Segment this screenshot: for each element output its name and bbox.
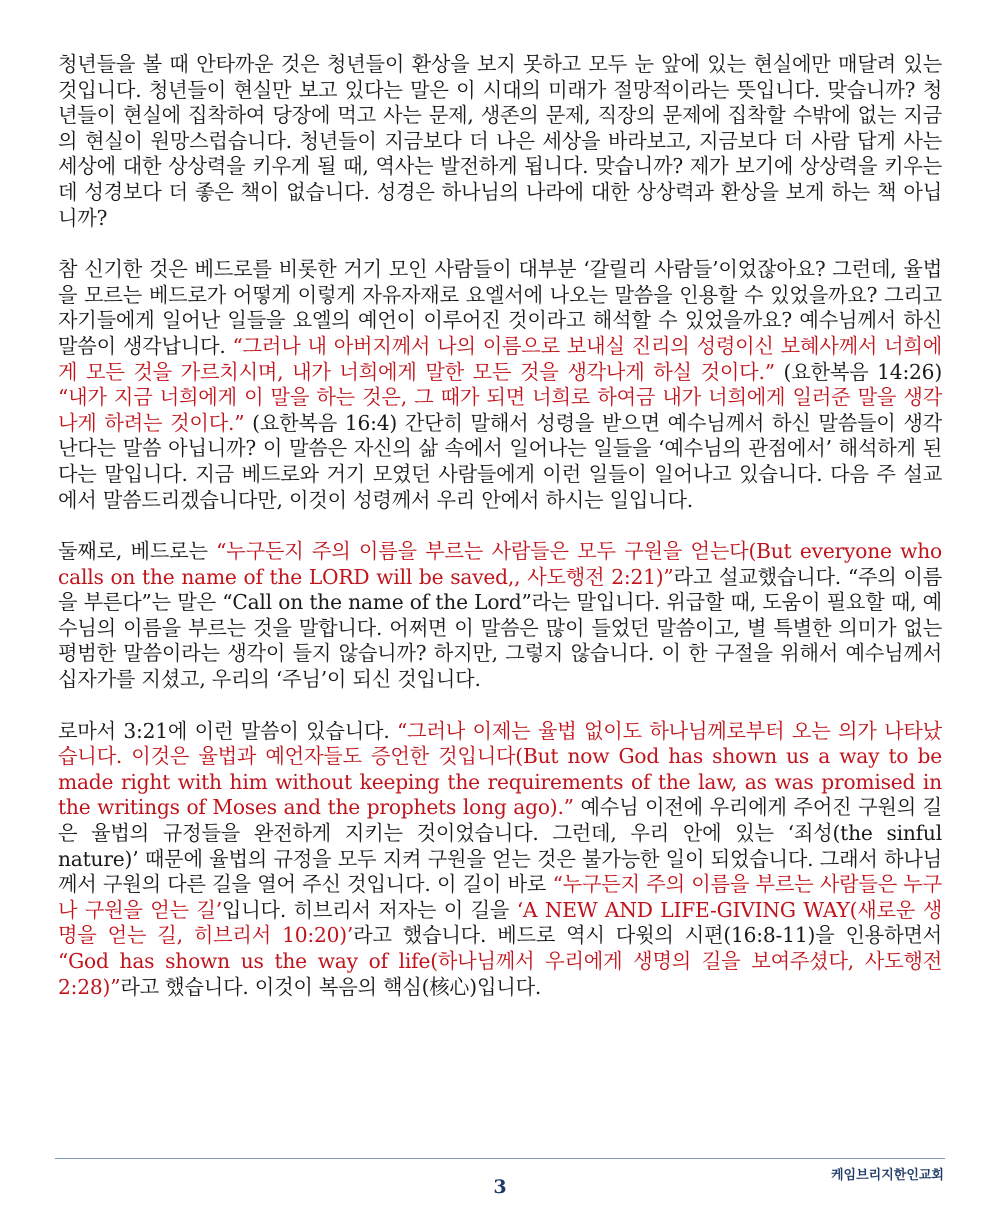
scripture-quote: “그러나 이제는 율법 없이도 하나님께로부터 오는 의가 나타났습니다. 이것은 율법과 예언자들도 증언한 것입니다(But now God has shown us a way to be made right with him without keeping the requirements of the law, as was promised in the writings of Moses and the prophets long ago).”: [58, 718, 942, 820]
paragraph: [58, 52, 942, 231]
scripture-quote: “그러나 내 아버지께서 나의 이름으로 보내실 진리의 성령이신 보혜사께서 너희에게 모든 것을 가르치시며, 내가 너희에게 말한 모든 것을 생각나게 하실 것이다.”: [58, 333, 943, 384]
body-text-segment: 라고 했습니다. 이것이 복음의 핵심(核心)입니다.: [120, 974, 542, 999]
body-text-segment: 라고 했습니다. 베드로 역시 다윗의 시편(16:8-11)을 인용하면서: [353, 923, 942, 948]
body-text-segment: 로마서 3:21에 이런 말씀이 있습니다.: [58, 718, 398, 743]
scripture-quote: “누구든지 주의 이름을 부르는 사람들은 누구나 구원을 얻는 길’: [58, 872, 942, 922]
body-text-segment: (요한복음 16:4) 간단히 말해서 성령을 받으면 예수님께서 하신 말씀들이 생각난다는 말씀 아닙니까? 이 말씀은 자신의 삶 속에서 일어나는 일들을 ‘예수님의 관점에서’ 해석하게 된다는 말입니다. 지금 베드로와 거기 모였던 사람들에게 이런 일들이 일어나고 있습니다. 다음 주 설교에서 말씀드리겠습니다만, 이것이 성령께서 우리 안에서 하시는 일입니다.: [58, 410, 942, 512]
scripture-quote: “내가 지금 너희에게 이 말을 하는 것은, 그 때가 되면 너희로 하여금 내가 너희에게 일러준 말을 생각나게 하려는 것이다.”: [58, 385, 942, 435]
footer-divider: [55, 1158, 945, 1159]
scripture-quote: “누구든지 주의 이름을 부르는 사람들은 모두 구원을 얻는다(But everyone who calls on the name of the LORD will be saved,, 사도행전 2:21)”: [58, 539, 942, 589]
paragraph: [58, 539, 942, 693]
body-text-segment: 참 신기한 것은 베드로를 비롯한 거기 모인 사람들이 대부분 ‘갈릴리 사람들’이었잖아요? 그런데, 율법을 모르는 베드로가 어떻게 이렇게 자유자재로 요엘서에 나오는 말씀을 인용할 수 있었을까요? 그리고 자기들에게 일어난 일들을 요엘의 예언이 이루어진 것이라고 해석할 수 있었을까요? 예수님께서 하신 말씀이 생각납니다.: [58, 257, 942, 358]
scripture-quote: ‘A NEW AND LIFE-GIVING WAY(새로운 생명을 얻는 길, 히브리서 10:20)’: [58, 897, 942, 948]
body-text-segment: 라고 설교했습니다. “주의 이름을 부른다”는 말은 “Call on the name of the Lord”라는 말입니다. 위급할 때, 도움이 필요할 때, 예수님의 이름을 부르는 것을 말합니다. 어쩌면 이 말씀은 많이 들었던 말씀이고, 별 특별한 의미가 없는 평범한 말씀이라는 생각이 들지 않습니까? 하지만, 그렇지 않습니다. 이 한 구절을 위해서 예수님께서 십자가를 지셨고, 우리의 ‘주님’이 되신 것입니다.: [58, 564, 943, 692]
body-text-segment: 입니다. 히브리서 저자는 이 길을: [221, 897, 517, 922]
paragraph: [58, 257, 942, 513]
body-text-segment: 예수님 이전에 우리에게 주어진 구원의 길은 율법의 규정들을 완전하게 지키는 것이었습니다. 그런데, 우리 안에 있는 ‘죄성(the sinful nature)’ 때문에 율법의 규정을 모두 지켜 구원을 얻는 것은 불가능한 일이 되었습니다. 그래서 하나님께서 구원의 다른 길을 열어 주신 것입니다. 이 길이 바로: [58, 795, 942, 897]
body-text-segment: (요한복음 14:26): [774, 359, 943, 384]
footer-church-name: 케임브리지한인교회: [830, 1168, 944, 1183]
body-text-segment: 둘째로, 베드로는: [58, 539, 217, 564]
scripture-quote: “God has shown us the way of life(하나님께서 우리에게 생명의 길을 보여주셨다, 사도행전 2:28)”: [58, 949, 942, 999]
page-number: 3: [493, 1176, 507, 1198]
paragraph: [58, 719, 942, 1001]
sermon-body: [58, 52, 942, 1000]
body-text-segment: 청년들을 볼 때 안타까운 것은 청년들이 환상을 보지 못하고 모두 눈 앞에 있는 현실에만 매달려 있는 것입니다. 청년들이 현실만 보고 있다는 말은 이 시대의 미래가 절망적이라는 뜻입니다. 맞습니까? 청년들이 현실에 집착하여 당장에 먹고 사는 문제, 생존의 문제, 직장의 문제에 집착할 수밖에 없는 지금의 현실이 원망스럽습니다. 청년들이 지금보다 더 나은 세상을 바라보고, 지금보다 더 사람 답게 사는 세상에 대한 상상력을 키우게 될 때, 역사는 발전하게 됩니다. 맞습니까? 제가 보기에 상상력을 키우는데 성경보다 더 좋은 책이 없습니다. 성경은 하나님의 나라에 대한 상상력과 환상을 보게 하는 책 아닙니까?: [58, 52, 942, 230]
